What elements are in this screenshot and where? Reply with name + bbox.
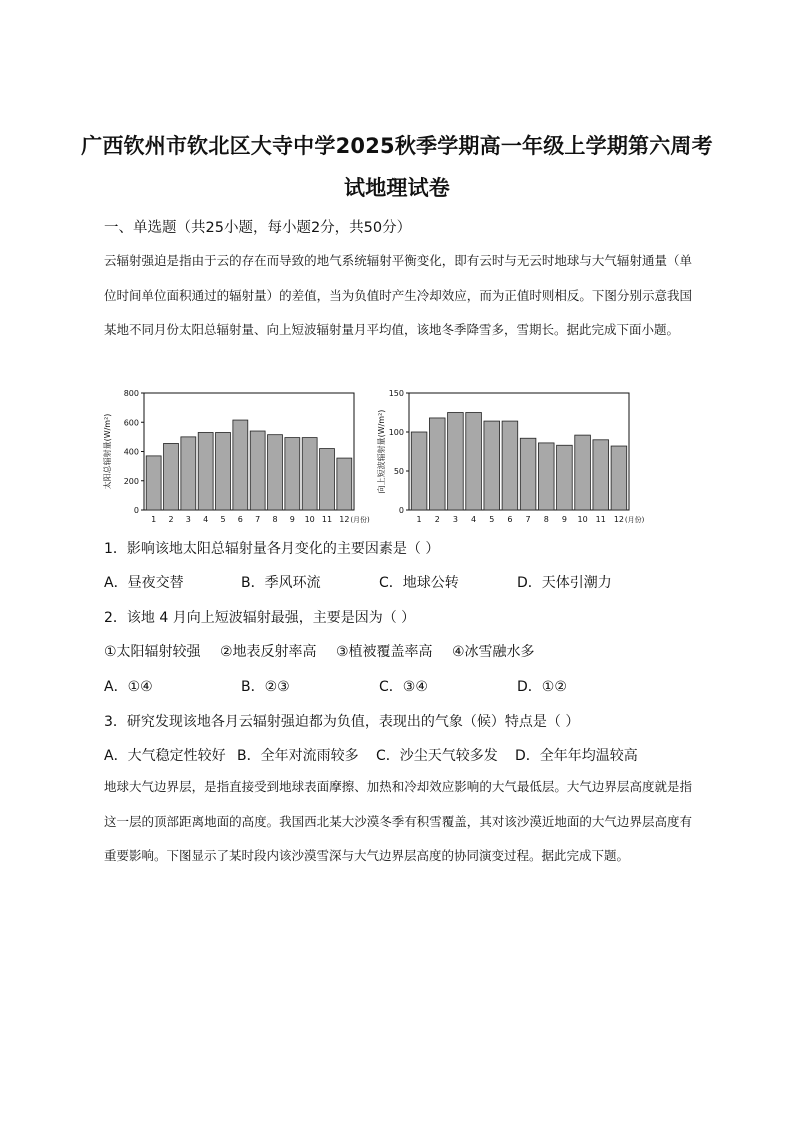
- question-1-stem: 1．影响该地太阳总辐射量各月变化的主要因素是（ ）: [104, 541, 440, 557]
- q2-item-4: ④冰雪融水多: [452, 644, 535, 660]
- q3-option-a[interactable]: A．大气稳定性较好: [104, 748, 226, 764]
- chart1-bar-1: [146, 456, 161, 510]
- chart2-bar-12: [611, 446, 627, 510]
- passage-boundary-layer: 地球大气边界层，是指直接受到地球表面摩擦、加热和冷却效应影响的大气最低层。大气边界层高度就是指这一层的顶部距离地面的高度。我国西北某大沙漠冬季有积雪覆盖，其对该沙漠近地面的大气边界层高度有重要影响。下图显示了某时段内该沙漠雪深与大气边界层高度的协同演变过程。据此完成下题。: [104, 779, 692, 864]
- chart1-ytick-label-3: 600: [123, 418, 139, 428]
- chart2-bar-8: [538, 443, 554, 510]
- document-title-line2: 试地理试卷: [344, 176, 450, 200]
- q1-option-d[interactable]: D．天体引潮力: [517, 575, 612, 591]
- chart1-bar-7: [250, 431, 265, 510]
- q2-option-d[interactable]: D．①②: [517, 679, 567, 695]
- chart1-bar-5: [216, 432, 231, 510]
- chart2-ytick-label-1: 50: [393, 467, 404, 476]
- chart1-bar-8: [268, 435, 283, 510]
- chart2-bar-5: [484, 421, 500, 510]
- chart1-bar-9: [285, 438, 300, 510]
- chart1-ytick-label-2: 400: [123, 447, 139, 457]
- chart1-bar-12: [337, 458, 352, 510]
- chart2-xtick-label-10: 10: [577, 515, 588, 524]
- chart2-bar-10: [575, 435, 591, 510]
- chart2-xtick-label-7: 7: [525, 515, 531, 524]
- chart2-xtick-label-12: 12: [613, 515, 625, 524]
- q3-option-b[interactable]: B．全年对流雨较多: [237, 748, 359, 764]
- chart1-bar-6: [233, 420, 248, 510]
- q3-option-c[interactable]: C．沙尘天气较多发: [376, 748, 498, 764]
- chart1-xtick-label-2: 2: [168, 515, 174, 524]
- chart2-bar-2: [429, 418, 445, 510]
- chart2-bar-3: [448, 413, 464, 511]
- chart-total-solar-radiation: [98, 383, 370, 528]
- document-title-line1: 广西钦州市钦北区大寺中学2025秋季学期高一年级上学期第六周考: [81, 134, 713, 158]
- q2-option-c[interactable]: C．③④: [379, 679, 428, 695]
- chart2-bar-11: [593, 440, 609, 510]
- chart2-xunit: (月份): [624, 516, 645, 524]
- chart2-xtick-label-3: 3: [452, 515, 458, 524]
- chart2-bar-9: [557, 445, 573, 510]
- chart2-xtick-label-1: 1: [416, 515, 422, 524]
- chart1-bar-11: [320, 449, 335, 510]
- chart2-xtick-label-5: 5: [489, 515, 495, 524]
- q1-option-a[interactable]: A．昼夜交替: [104, 575, 184, 591]
- chart2-xtick-label-11: 11: [595, 515, 606, 524]
- chart2-xtick-label-4: 4: [471, 515, 477, 524]
- chart2-ytick-label-2: 100: [388, 428, 404, 437]
- chart1-ytick-label-4: 800: [123, 389, 139, 398]
- chart2-bar-6: [502, 421, 518, 510]
- chart2-bar-1: [411, 432, 427, 510]
- chart2-ytick-label-3: 150: [388, 389, 404, 398]
- chart-upward-shortwave-radiation: [372, 383, 652, 528]
- chart1-xtick-label-4: 4: [203, 515, 209, 524]
- q2-option-b[interactable]: B．②③: [241, 679, 290, 695]
- q2-item-3: ③植被覆盖率高: [336, 644, 433, 660]
- passage-cloud-radiative-forcing: 云辐射强迫是指由于云的存在而导致的地气系统辐射平衡变化，即有云时与无云时地球与大气辐射通量（单位时间单位面积通过的辐射量）的差值，当为负值时产生冷却效应，而为正值时则相反。下图分别示意我国某地不同月份太阳总辐射量、向上短波辐射量月平均值，该地冬季降雪多，雪期长。据此完成下面小题。: [104, 253, 692, 338]
- q3-option-d[interactable]: D．全年年均温较高: [515, 748, 638, 764]
- chart2-xtick-label-2: 2: [434, 515, 440, 524]
- q2-item-1: ①太阳辐射较强: [104, 644, 201, 660]
- chart1-xtick-label-8: 8: [272, 515, 278, 524]
- q1-option-c[interactable]: C．地球公转: [379, 575, 459, 591]
- chart1-xtick-label-11: 11: [321, 515, 333, 524]
- chart2-bar-4: [466, 413, 482, 511]
- chart1-ylabel: 太阳总辐射量(W/m²): [103, 413, 112, 490]
- chart1-bar-10: [302, 438, 317, 510]
- question-3-stem: 3．研究发现该地各月云辐射强迫都为负值，表现出的气象（候）特点是（ ）: [104, 714, 580, 730]
- q1-option-b[interactable]: B．季风环流: [241, 575, 321, 591]
- chart1-bar-2: [164, 443, 179, 510]
- chart1-xtick-label-12: 12: [339, 515, 350, 524]
- chart2-bar-7: [520, 438, 536, 510]
- q2-option-a[interactable]: A．①④: [104, 679, 153, 695]
- chart1-xtick-label-9: 9: [289, 515, 295, 524]
- section-heading: 一、单选题（共25小题，每小题2分，共50分）: [104, 220, 412, 236]
- chart1-xtick-label-7: 7: [255, 515, 261, 524]
- chart1-xunit: (月份): [350, 516, 370, 524]
- chart1-xtick-label-1: 1: [151, 515, 157, 524]
- chart1-xtick-label-5: 5: [220, 515, 226, 524]
- chart2-xtick-label-6: 6: [507, 515, 513, 524]
- chart2-ylabel: 向上短波辐射量(W/m²): [377, 409, 386, 494]
- chart1-ytick-label-0: 0: [133, 506, 139, 515]
- chart1-xtick-label-10: 10: [304, 515, 315, 524]
- chart2-xtick-label-9: 9: [561, 515, 567, 524]
- chart1-bar-4: [198, 432, 213, 510]
- chart1-ytick-label-1: 200: [123, 476, 139, 486]
- chart1-bar-3: [181, 437, 196, 510]
- question-2-stem: 2．该地 4 月向上短波辐射最强，主要是因为（ ）: [104, 610, 416, 626]
- q2-item-2: ②地表反射率高: [220, 644, 317, 660]
- chart2-ytick-label-0: 0: [398, 506, 404, 515]
- chart1-xtick-label-6: 6: [237, 515, 243, 524]
- chart2-xtick-label-8: 8: [543, 515, 549, 524]
- chart1-xtick-label-3: 3: [185, 515, 191, 524]
